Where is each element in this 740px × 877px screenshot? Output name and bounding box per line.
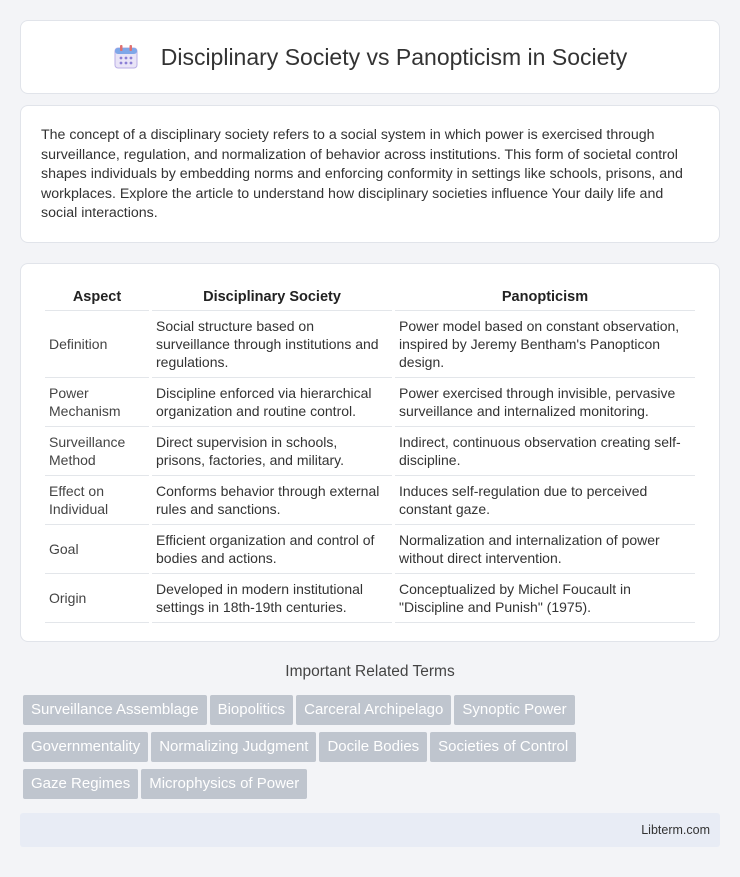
table-cell: Developed in modern institutional settings in 18th-19th centuries.	[152, 574, 392, 623]
table-cell: Indirect, continuous observation creating self-discipline.	[395, 427, 695, 476]
related-term-tag[interactable]: Governmentality	[23, 732, 148, 762]
related-term-tag[interactable]: Biopolitics	[210, 695, 294, 725]
table-cell: Social structure based on surveillance through institutions and regulations.	[152, 311, 392, 378]
table-cell: Efficient organization and control of bodies and actions.	[152, 525, 392, 574]
table-cell-aspect: Effect on Individual	[45, 476, 149, 525]
table-cell-aspect: Definition	[45, 311, 149, 378]
related-term-tag[interactable]: Carceral Archipelago	[296, 695, 451, 725]
column-header-aspect: Aspect	[45, 283, 149, 311]
table-row	[45, 427, 695, 476]
related-term-tag[interactable]: Synoptic Power	[454, 695, 574, 725]
related-term-tag[interactable]: Normalizing Judgment	[151, 732, 316, 762]
footer	[20, 813, 720, 847]
table-cell: Power model based on constant observation, inspired by Jeremy Bentham's Panopticon design.	[395, 311, 695, 378]
intro-card	[20, 105, 720, 243]
table-cell: Discipline enforced via hierarchical organization and routine control.	[152, 378, 392, 427]
header-card	[20, 20, 720, 94]
footer-site-link[interactable]: Libterm.com	[641, 823, 710, 837]
table-row	[45, 574, 695, 623]
related-term-tag[interactable]: Docile Bodies	[319, 732, 427, 762]
table-cell: Normalization and internalization of power without direct intervention.	[395, 525, 695, 574]
table-cell: Induces self-regulation due to perceived constant gaze.	[395, 476, 695, 525]
table-cell-aspect: Power Mechanism	[45, 378, 149, 427]
comparison-table	[42, 283, 698, 623]
table-header-row	[45, 283, 695, 311]
calendar-icon	[113, 44, 139, 70]
table-cell: Conceptualized by Michel Foucault in "Discipline and Punish" (1975).	[395, 574, 695, 623]
column-header-panopticism: Panopticism	[395, 283, 695, 311]
related-term-tag[interactable]: Microphysics of Power	[141, 769, 307, 799]
related-terms-list	[23, 695, 723, 806]
table-cell-aspect: Origin	[45, 574, 149, 623]
page-title: Disciplinary Society vs Panopticism in Society	[160, 43, 628, 70]
table-row	[45, 476, 695, 525]
table-row	[45, 378, 695, 427]
column-header-disciplinary-society: Disciplinary Society	[152, 283, 392, 311]
related-term-tag[interactable]: Gaze Regimes	[23, 769, 138, 799]
table-cell-aspect: Goal	[45, 525, 149, 574]
related-term-tag[interactable]: Societies of Control	[430, 732, 576, 762]
comparison-table-card	[20, 263, 720, 642]
table-row	[45, 525, 695, 574]
related-term-tag[interactable]: Surveillance Assemblage	[23, 695, 207, 725]
table-cell-aspect: Surveillance Method	[45, 427, 149, 476]
table-cell: Conforms behavior through external rules and sanctions.	[152, 476, 392, 525]
table-row	[45, 311, 695, 378]
related-terms-title: Important Related Terms	[285, 663, 455, 680]
table-cell: Power exercised through invisible, pervasive surveillance and internalized monitoring.	[395, 378, 695, 427]
intro-text: The concept of a disciplinary society refers to a social system in which power is exercised through surveillance, regulation, and normalization of behavior across institutions. This form of societal control shapes individuals by embedding norms and enforcing conformity in settings like schools, prisons, and workplaces. Explore the article to understand how disciplinary societies influence Your daily life and social interactions.	[41, 127, 683, 221]
table-cell: Direct supervision in schools, prisons, factories, and military.	[152, 427, 392, 476]
